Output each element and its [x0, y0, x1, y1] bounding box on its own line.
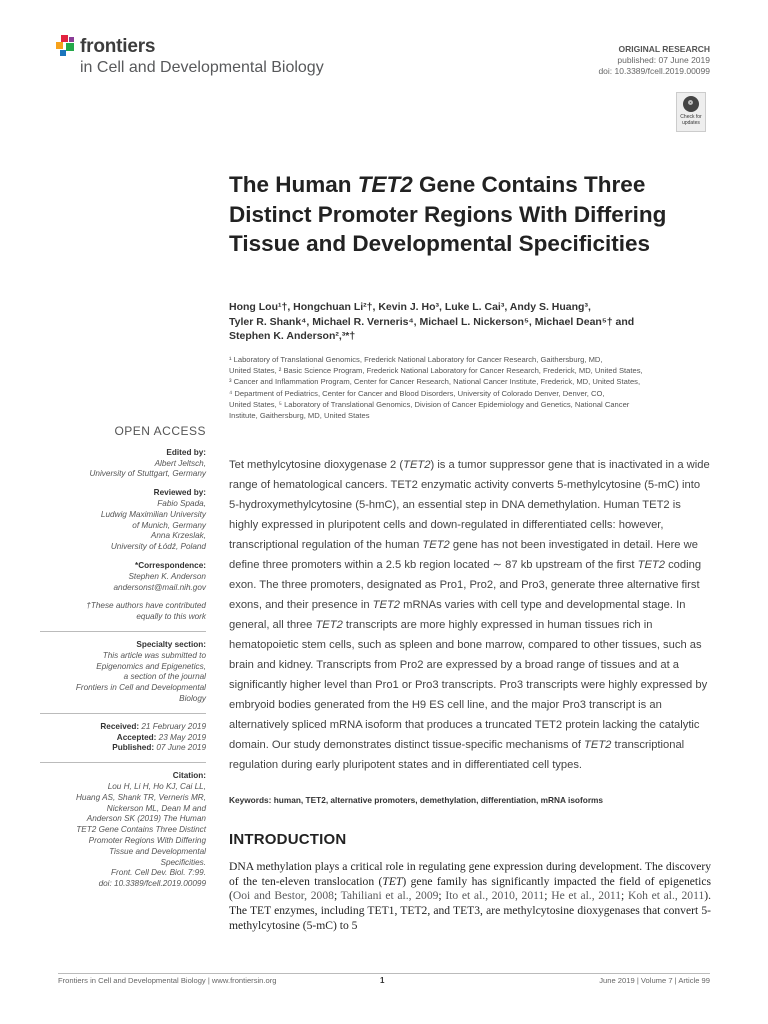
citation-link[interactable]: Tahiliani et al., 2009: [340, 889, 439, 903]
dates-block: [40, 722, 206, 754]
affiliation-line: ³ Cancer and Inflammation Program, Center for Cancer Research, National Cancer Institute, Frederick, MD, United States,: [229, 377, 641, 387]
body-text: ). The TET enzymes, including TET1, TET2, and TET3, are methylcytosine dioxygenases that convert 5-methylcytosine (5-mC) to 5: [229, 889, 712, 932]
check-updates-icon: [683, 96, 699, 112]
abstract-text: coding exon. The three promoters, designated as Pro1, Pro2, and Pro3, generate three alternative first exons, and their presence in: [229, 559, 702, 611]
abstract-text: Tet methylcytosine dioxygenase 2 (: [229, 459, 404, 471]
author-line: Hong Lou¹†, Hongchuan Li²†, Kevin J. Ho³, Luke L. Cai³, Andy S. Huang³,: [229, 301, 591, 313]
citation-link[interactable]: Ooi and Bestor, 2008: [232, 889, 334, 903]
gene-name: TET: [382, 874, 403, 888]
abstract-text: ) is a tumor suppressor gene that is inactivated in a wide range of hematological cancers. TET2 enzymatic activity converts 5-methylcytosine (5-mC) into 5-hydroxymethylcytosine (5-hmC), an essential step in DNA demethylation. Human TET2 is highly expressed in pluripotent cells and down-regulated in differentiated cells: however, transcriptional regulation of the human: [229, 459, 710, 551]
equal-contribution-line: equally to this work: [136, 612, 206, 622]
footer-issue: June 2019 | Volume 7 | Article 99: [599, 976, 710, 985]
specialty-line: a section of the journal: [123, 672, 206, 682]
page-number: 1: [380, 976, 385, 985]
article-doi[interactable]: doi: 10.3389/fcell.2019.00099: [598, 66, 710, 76]
keywords: [229, 795, 711, 805]
reviewer-line: University of Łódź, Poland: [110, 542, 206, 552]
published-date-sidebar: 07 June 2019: [156, 743, 206, 753]
publisher-name: frontiers: [80, 36, 156, 57]
edited-by-label: Edited by:: [166, 447, 206, 457]
frontiers-logo-icon: [56, 35, 80, 59]
keywords-values: human, TET2, alternative promoters, demethylation, differentiation, mRNA isoforms: [273, 795, 604, 805]
body-text: ;: [621, 889, 628, 903]
equal-contribution-line: †These authors have contributed: [86, 601, 206, 611]
reviewer-line: Fabio Spada,: [157, 498, 206, 508]
gene-name: TET2: [403, 459, 431, 471]
article-type: ORIGINAL RESEARCH: [618, 44, 710, 54]
accepted-date: 23 May 2019: [158, 732, 206, 742]
body-text: ;: [438, 889, 446, 903]
abstract-text: transcripts are more highly expressed in human tissues rich in hematopoietic stem cells, such as spleen and bone marrow, compared to other tissues, such as brain and kidney. Transcripts from Pro2 are expressed by a broad range of tissues and at a significantly higher level than Pro1 or Pro3 transcripts. Pro3 transcripts were highly expressed by embryoid bodies generated from the H9 ES cell line, and the major Pro3 transcript is an alternatively spliced mRNA isoform that produces a truncated TET2 protein lacking the catalytic domain. Our study demonstrates distinct tissue-specific mechanisms of: [229, 619, 708, 751]
body-text: ;: [544, 889, 552, 903]
reviewer-line: of Munich, Germany: [132, 520, 206, 530]
specialty-line: Frontiers in Cell and Developmental: [75, 683, 206, 693]
affiliation-line: Institute, Gaithersburg, MD, United States: [229, 411, 370, 421]
correspondence-email[interactable]: andersonst@mail.nih.gov: [113, 582, 206, 592]
citation-label: Citation:: [172, 771, 206, 781]
title-before: The Human: [229, 172, 358, 197]
citation-line: Nickerson ML, Dean M and: [106, 803, 206, 813]
affiliation-line: ¹ Laboratory of Translational Genomics, Frederick National Laboratory for Cancer Research, Gaithersburg, MD,: [229, 355, 603, 364]
keywords-label: Keywords:: [229, 795, 272, 805]
gene-name: TET2: [584, 739, 612, 751]
affiliations: [229, 354, 707, 421]
citation-block: [40, 771, 206, 890]
citation-line: Specificities.: [160, 857, 206, 867]
citation-link[interactable]: Koh et al., 2011: [627, 889, 705, 903]
reviewer-line: Ludwig Maximilian University: [100, 509, 206, 519]
introduction-paragraph: [229, 860, 711, 934]
correspondence-name: Stephen K. Anderson: [128, 571, 206, 581]
article-title: [229, 170, 669, 259]
affiliation-line: ⁴ Department of Pediatrics, Center for Cancer and Blood Disorders, University of Colorado Denver, Denver, CO,: [229, 388, 605, 398]
affiliation-line: United States, ² Basic Science Program, Frederick National Laboratory for Cancer Research, Frederick, MD, United States,: [229, 366, 643, 376]
reviewed-by-label: Reviewed by:: [153, 488, 206, 498]
body-text: ;: [333, 889, 341, 903]
article-sidebar: [40, 426, 206, 898]
citation-line: Promoter Regions With Differing: [88, 835, 206, 845]
accepted-label: Accepted:: [116, 732, 157, 742]
check-updates-line1: Check for: [680, 114, 702, 120]
open-access-label: OPEN ACCESS: [114, 424, 206, 438]
author-list: [229, 300, 689, 344]
check-updates-line2: updates: [682, 120, 700, 126]
affiliation-line: United States, ⁵ Laboratory of Translational Genomics, Division of Cancer Epidemiology and Genetics, National Cancer: [229, 399, 630, 409]
citation-line: Front. Cell Dev. Biol. 7:99.: [111, 868, 206, 878]
citation-line: TET2 Gene Contains Three Distinct: [76, 825, 206, 835]
equal-contribution-note: [40, 601, 206, 623]
gene-name: TET2: [315, 619, 343, 631]
edited-by-block: [40, 448, 206, 480]
citation-doi[interactable]: doi: 10.3389/fcell.2019.00099: [98, 879, 206, 889]
article-meta: [598, 44, 710, 77]
reviewer-line: Anna Krzeslak,: [150, 531, 206, 541]
section-heading-introduction: INTRODUCTION: [229, 831, 347, 848]
sidebar-divider: [40, 631, 206, 632]
editor-line: University of Stuttgart, Germany: [89, 469, 206, 479]
abstract-paragraph: [229, 455, 711, 775]
specialty-line: Epigenomics and Epigenetics,: [96, 661, 206, 671]
check-for-updates-badge[interactable]: [676, 92, 706, 132]
body-text: DNA methylation plays a critical role in regulating gene expression during development. The discovery of the ten-eleven translocation (: [229, 860, 711, 888]
specialty-section-block: [40, 640, 206, 705]
abstract-text: gene has not been investigated in detail. Here we define three promoters within a 2.5 kb region located ∼ 87 kb upstream of the first: [229, 539, 698, 571]
citation-line: Huang AS, Shank TR, Verneris MR,: [76, 792, 206, 802]
author-line: Stephen K. Anderson²,³*†: [229, 330, 356, 342]
sidebar-divider: [40, 762, 206, 763]
body-text: ) gene family has significantly impacted the field of epigenetics (: [229, 874, 712, 903]
title-after: Gene Contains Three Distinct Promoter Regions With Differing Tissue and Developmental Specificities: [229, 172, 667, 256]
gene-name: TET2: [372, 599, 401, 611]
reviewed-by-block: [40, 488, 206, 553]
published-date: published: 07 June 2019: [617, 55, 710, 65]
published-label: Published:: [112, 743, 155, 753]
journal-name: in Cell and Developmental Biology: [80, 59, 324, 76]
gene-name: TET2: [637, 559, 665, 571]
author-line: Tyler R. Shank⁴, Michael R. Verneris⁴, Michael L. Nickerson⁵, Michael Dean⁵† and: [229, 315, 635, 328]
correspondence-block: [40, 561, 206, 593]
citation-line: Tissue and Developmental: [109, 846, 206, 856]
citation-line: Lou H, Li H, Ho KJ, Cai LL,: [107, 781, 206, 791]
received-label: Received:: [100, 721, 140, 731]
citation-link[interactable]: Ito et al., 2010, 2011: [445, 889, 545, 903]
abstract-text: transcriptional regulation during early pluripotent states and in differentiated cell types.: [229, 739, 685, 771]
footer-divider: [58, 973, 710, 974]
title-gene: TET2: [357, 172, 413, 197]
correspondence-label: *Correspondence:: [135, 560, 206, 570]
received-date: 21 February 2019: [141, 721, 206, 731]
specialty-line: This article was submitted to: [102, 650, 206, 660]
sidebar-divider: [40, 713, 206, 714]
editor-line: Albert Jeltsch,: [154, 458, 206, 468]
citation-link[interactable]: He et al., 2011: [551, 889, 622, 903]
gene-name: TET2: [422, 539, 450, 551]
specialty-line: Biology: [179, 693, 206, 703]
citation-line: Anderson SK (2019) The Human: [86, 814, 206, 824]
footer-journal[interactable]: Frontiers in Cell and Developmental Biology | www.frontiersin.org: [58, 976, 277, 985]
abstract-text: mRNAs varies with cell type and developmental stage. In general, all three: [229, 599, 686, 631]
specialty-section-label: Specialty section:: [136, 639, 206, 649]
abstract: [229, 455, 711, 775]
